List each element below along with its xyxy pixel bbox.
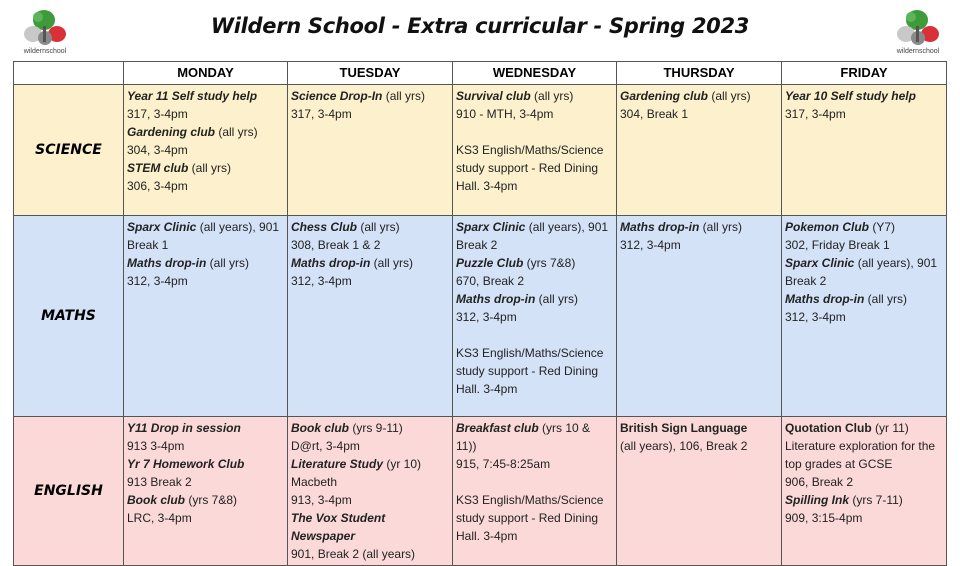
club-detail: 302, Friday Break 1 [785,238,890,252]
club-detail: 901, Break 2 (all years) [291,547,416,561]
schedule-cell [453,85,617,216]
spacer [456,123,613,141]
club-detail: 312, 3-4pm [456,310,517,324]
club-audience: (all years), 901 [525,220,609,234]
club-audience: (all years), 901 [196,220,280,234]
day-header: THURSDAY [617,62,782,85]
schedule-cell [453,216,617,417]
club-detail: KS3 English/Maths/Science [456,346,604,360]
club-audience: (all yrs) [864,292,907,306]
schedule-cell [288,216,453,417]
club-heading [456,290,613,308]
club-name: Quotation Club [785,421,872,435]
club-name: Sparx Clinic [456,220,526,234]
club-detail: Hall. 3-4pm [456,179,518,193]
club-detail: study support - Red Dining [456,364,599,378]
spacer [456,473,613,491]
timetable-body [14,85,947,566]
club-detail: 304, 3-4pm [127,143,188,157]
club-detail: Literature exploration for the [785,439,936,453]
club-detail: 312, 3-4pm [620,238,681,252]
club-name: Gardening club [620,89,709,103]
club-heading [785,419,943,437]
club-detail: 312, 3-4pm [291,274,352,288]
club-detail: KS3 English/Maths/Science [456,493,604,507]
club-name: Survival club [456,89,531,103]
subject-row [14,216,947,417]
club-heading [291,455,449,473]
spacer [456,326,613,344]
timetable [13,61,947,566]
club-name: Yr 7 Homework Club [127,457,245,471]
club-detail: Macbeth [291,475,338,489]
day-header: FRIDAY [782,62,947,85]
club-detail: (all years), 106, Break 2 [620,439,748,453]
club-name: Sparx Clinic [127,220,197,234]
club-name: Breakfast club [456,421,539,435]
club-detail: Hall. 3-4pm [456,529,518,543]
club-detail: 915, 7:45-8:25am [456,457,551,471]
club-name: Sparx Clinic [785,256,855,270]
club-heading [127,159,284,177]
club-audience: (yrs 9-11) [349,421,403,435]
club-heading [127,254,284,272]
club-name: Chess Club [291,220,358,234]
club-name: Maths drop-in [127,256,207,270]
logo-wordmark: wildernschool [896,48,940,55]
club-name: Maths drop-in [291,256,371,270]
club-detail: 913 3-4pm [127,439,185,453]
club-detail: 910 - MTH, 3-4pm [456,107,554,121]
schedule-cell [617,417,782,566]
club-name: Book club [127,493,186,507]
club-detail: Break 2 [785,274,827,288]
day-header: MONDAY [124,62,288,85]
club-heading [620,419,778,437]
club-audience: (all yrs) [215,125,258,139]
club-heading [456,218,613,236]
club-heading [127,123,284,141]
schedule-cell [617,85,782,216]
schedule-cell [288,85,453,216]
club-name: Science Drop-In [291,89,383,103]
header-row [14,62,947,85]
club-audience: (all yrs) [188,161,232,175]
club-name: STEM club [127,161,189,175]
club-heading [456,254,613,272]
club-audience: (all yrs) [699,220,742,234]
club-audience: (yrs 10 & 11)) [456,421,591,453]
club-audience: (yr 10) [383,457,422,471]
schedule-cell [124,85,288,216]
club-heading [291,419,449,437]
club-detail: top grades at GCSE [785,457,893,471]
club-name: Puzzle Club [456,256,524,270]
club-heading [785,290,943,308]
club-audience: (all yrs) [535,292,578,306]
club-detail: 670, Break 2 [456,274,525,288]
club-detail: 913, 3-4pm [291,493,352,507]
subject-row [14,417,947,566]
club-audience: (yr 11) [871,421,909,435]
club-name: The Vox Student Newspaper [291,511,386,543]
club-audience: (all yrs) [382,89,426,103]
club-detail: LRC, 3-4pm [127,511,192,525]
club-audience: (yrs 7&8) [185,493,238,507]
club-detail: study support - Red Dining [456,161,599,175]
club-audience: (all yrs) [206,256,249,270]
subject-label: MATHS [14,216,124,417]
club-heading [291,218,449,236]
club-detail: 317, 3-4pm [127,107,188,121]
club-audience: (Y7) [869,220,896,234]
club-detail: Hall. 3-4pm [456,382,518,396]
club-detail: Break 1 [127,238,169,252]
club-heading [127,218,284,236]
schedule-cell [782,85,947,216]
club-name: Spilling Ink [785,493,850,507]
club-detail: KS3 English/Maths/Science [456,143,604,157]
club-heading [785,254,943,272]
day-header: TUESDAY [288,62,453,85]
club-name: Literature Study [291,457,384,471]
club-name: British Sign Language [620,421,748,435]
schedule-cell [124,216,288,417]
club-name: Book club [291,421,350,435]
schedule-cell [288,417,453,566]
club-heading [127,455,284,473]
club-name: Pokemon Club [785,220,870,234]
club-detail: 909, 3:15-4pm [785,511,863,525]
club-heading [785,218,943,236]
club-audience: (yrs 7-11) [849,493,903,507]
club-heading [785,491,943,509]
club-heading [456,87,613,105]
club-audience: (yrs 7&8) [523,256,576,270]
club-heading [456,419,613,455]
club-detail: 312, 3-4pm [127,274,188,288]
club-heading [291,87,449,105]
schedule-cell [782,417,947,566]
schedule-cell [617,216,782,417]
club-name: Maths drop-in [785,292,865,306]
club-detail: Break 2 [456,238,498,252]
club-detail: 312, 3-4pm [785,310,846,324]
subject-label: SCIENCE [14,85,124,216]
club-audience: (all yrs) [708,89,751,103]
club-name: Year 10 Self study help [785,89,916,103]
corner-cell [14,62,124,85]
club-detail: study support - Red Dining [456,511,599,525]
club-name: Maths drop-in [456,292,536,306]
club-name: Maths drop-in [620,220,700,234]
subject-label: ENGLISH [14,417,124,566]
club-heading [127,419,284,437]
logo-wordmark: wildernschool [23,48,67,55]
club-audience: (all yrs) [357,220,400,234]
club-detail: 913 Break 2 [127,475,192,489]
subject-row [14,85,947,216]
day-header: WEDNESDAY [453,62,617,85]
club-name: Y11 Drop in session [127,421,241,435]
club-heading [785,87,943,105]
club-detail: 317, 3-4pm [291,107,352,121]
schedule-cell [124,417,288,566]
club-detail: 304, Break 1 [620,107,689,121]
club-heading [127,491,284,509]
club-name: Gardening club [127,125,216,139]
club-heading [620,218,778,236]
club-detail: 317, 3-4pm [785,107,846,121]
club-heading [127,87,284,105]
club-heading [620,87,778,105]
club-detail: 306, 3-4pm [127,179,188,193]
club-audience: (all yrs) [370,256,413,270]
club-name: Year 11 Self study help [127,89,258,103]
club-audience: (all years), 901 [854,256,938,270]
page-title: Wildern School - Extra curricular - Spring 2023 [210,14,750,38]
club-detail: 308, Break 1 & 2 [291,238,381,252]
club-audience: (all yrs) [530,89,574,103]
schedule-cell [782,216,947,417]
club-heading [291,254,449,272]
club-detail: D@rt, 3-4pm [291,439,360,453]
schedule-cell [453,417,617,566]
club-detail: 906, Break 2 [785,475,854,489]
